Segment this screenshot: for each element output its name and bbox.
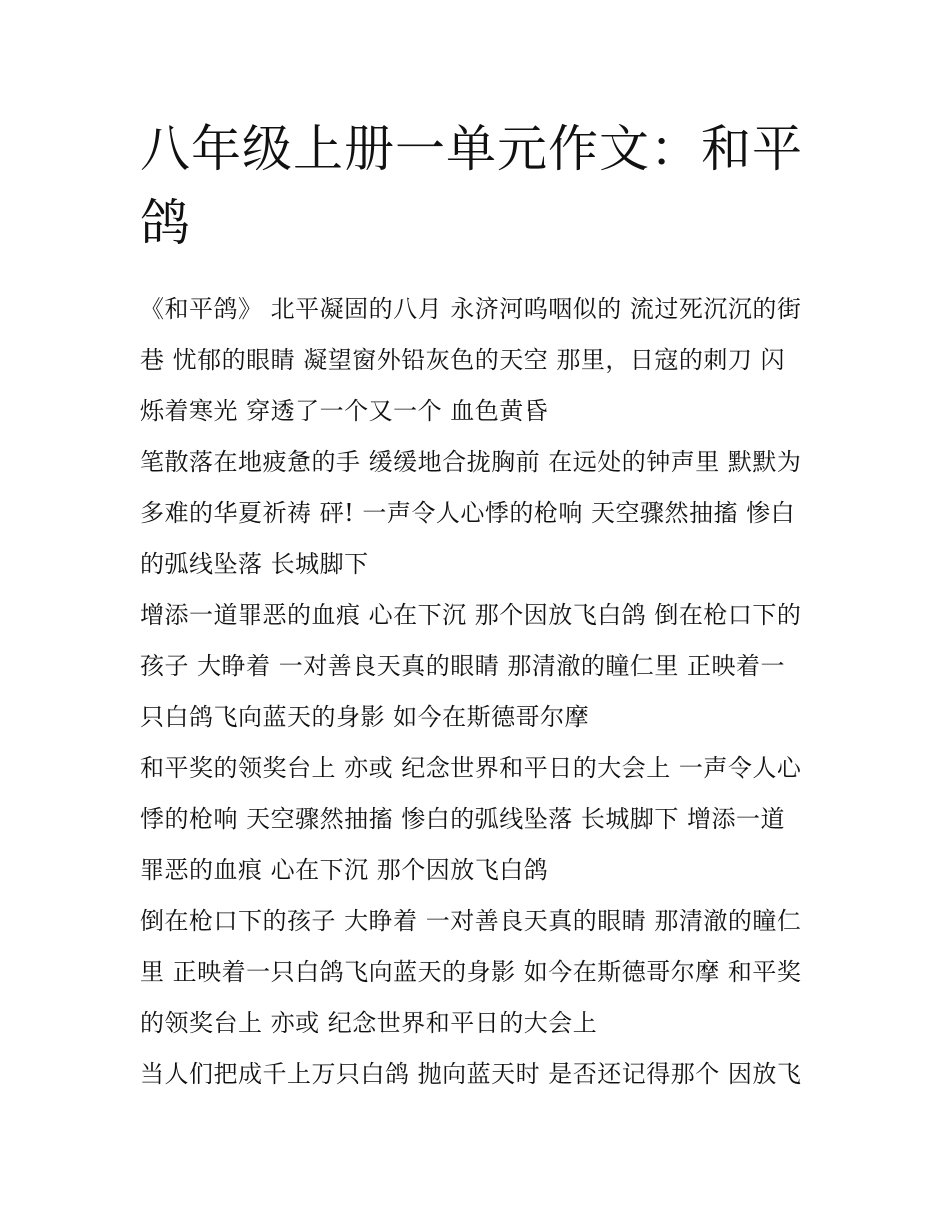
text-line: 的弧线坠落 长城脚下 [140,550,369,578]
text-line: 只白鸽飞向蓝天的身影 如今在斯德哥尔摩 [140,703,590,731]
document-page [140,112,820,1100]
text-line: 《和平鸽》 北平凝固的八月 永济河呜咽似的 流过死沉沉的街 [140,295,802,323]
text-line: 孩子 大睁着 一对善良天真的眼睛 那清澈的瞳仁里 正映着一 [140,652,786,680]
document-title [140,112,820,260]
text-line: 悸的枪响 天空骤然抽搐 惨白的弧线坠落 长城脚下 增添一道 [140,805,786,833]
text-line: 巷 忧郁的眼睛 凝望窗外铅灰色的天空 那里，日寇的刺刀 闪 [140,346,786,374]
title-line-2: 鸽 [140,194,191,252]
paragraph-1 [140,284,820,437]
text-line: 里 正映着一只白鸽飞向蓝天的身影 如今在斯德哥尔摩 和平奖 [140,958,802,986]
paragraph-2 [140,437,820,590]
paragraph-3 [140,590,820,743]
text-line: 和平奖的领奖台上 亦或 纪念世界和平日的大会上 一声令人心 [140,754,802,782]
paragraph-6 [140,1049,820,1100]
text-line: 增添一道罪恶的血痕 心在下沉 那个因放飞白鸽 倒在枪口下的 [140,601,802,629]
paragraph-5 [140,896,820,1049]
text-line: 罪恶的血痕 心在下沉 那个因放飞白鸽 [140,856,549,884]
text-line: 烁着寒光 穿透了一个又一个 血色黄昏 [140,397,549,425]
paragraph-4 [140,743,820,896]
text-line: 笔散落在地疲惫的手 缓缓地合拢胸前 在远处的钟声里 默默为 [140,448,802,476]
text-line: 多难的华夏祈祷 砰! 一声令人心悸的枪响 天空骤然抽搐 惨白 [140,499,796,527]
text-line: 的领奖台上 亦或 纪念世界和平日的大会上 [140,1009,598,1037]
text-line: 倒在枪口下的孩子 大睁着 一对善良天真的眼睛 那清澈的瞳仁 [140,907,802,935]
title-line-1: 八年级上册一单元作文：和平 [140,120,803,178]
text-line: 当人们把成千上万只白鸽 抛向蓝天时 是否还记得那个 因放飞 [140,1060,802,1088]
